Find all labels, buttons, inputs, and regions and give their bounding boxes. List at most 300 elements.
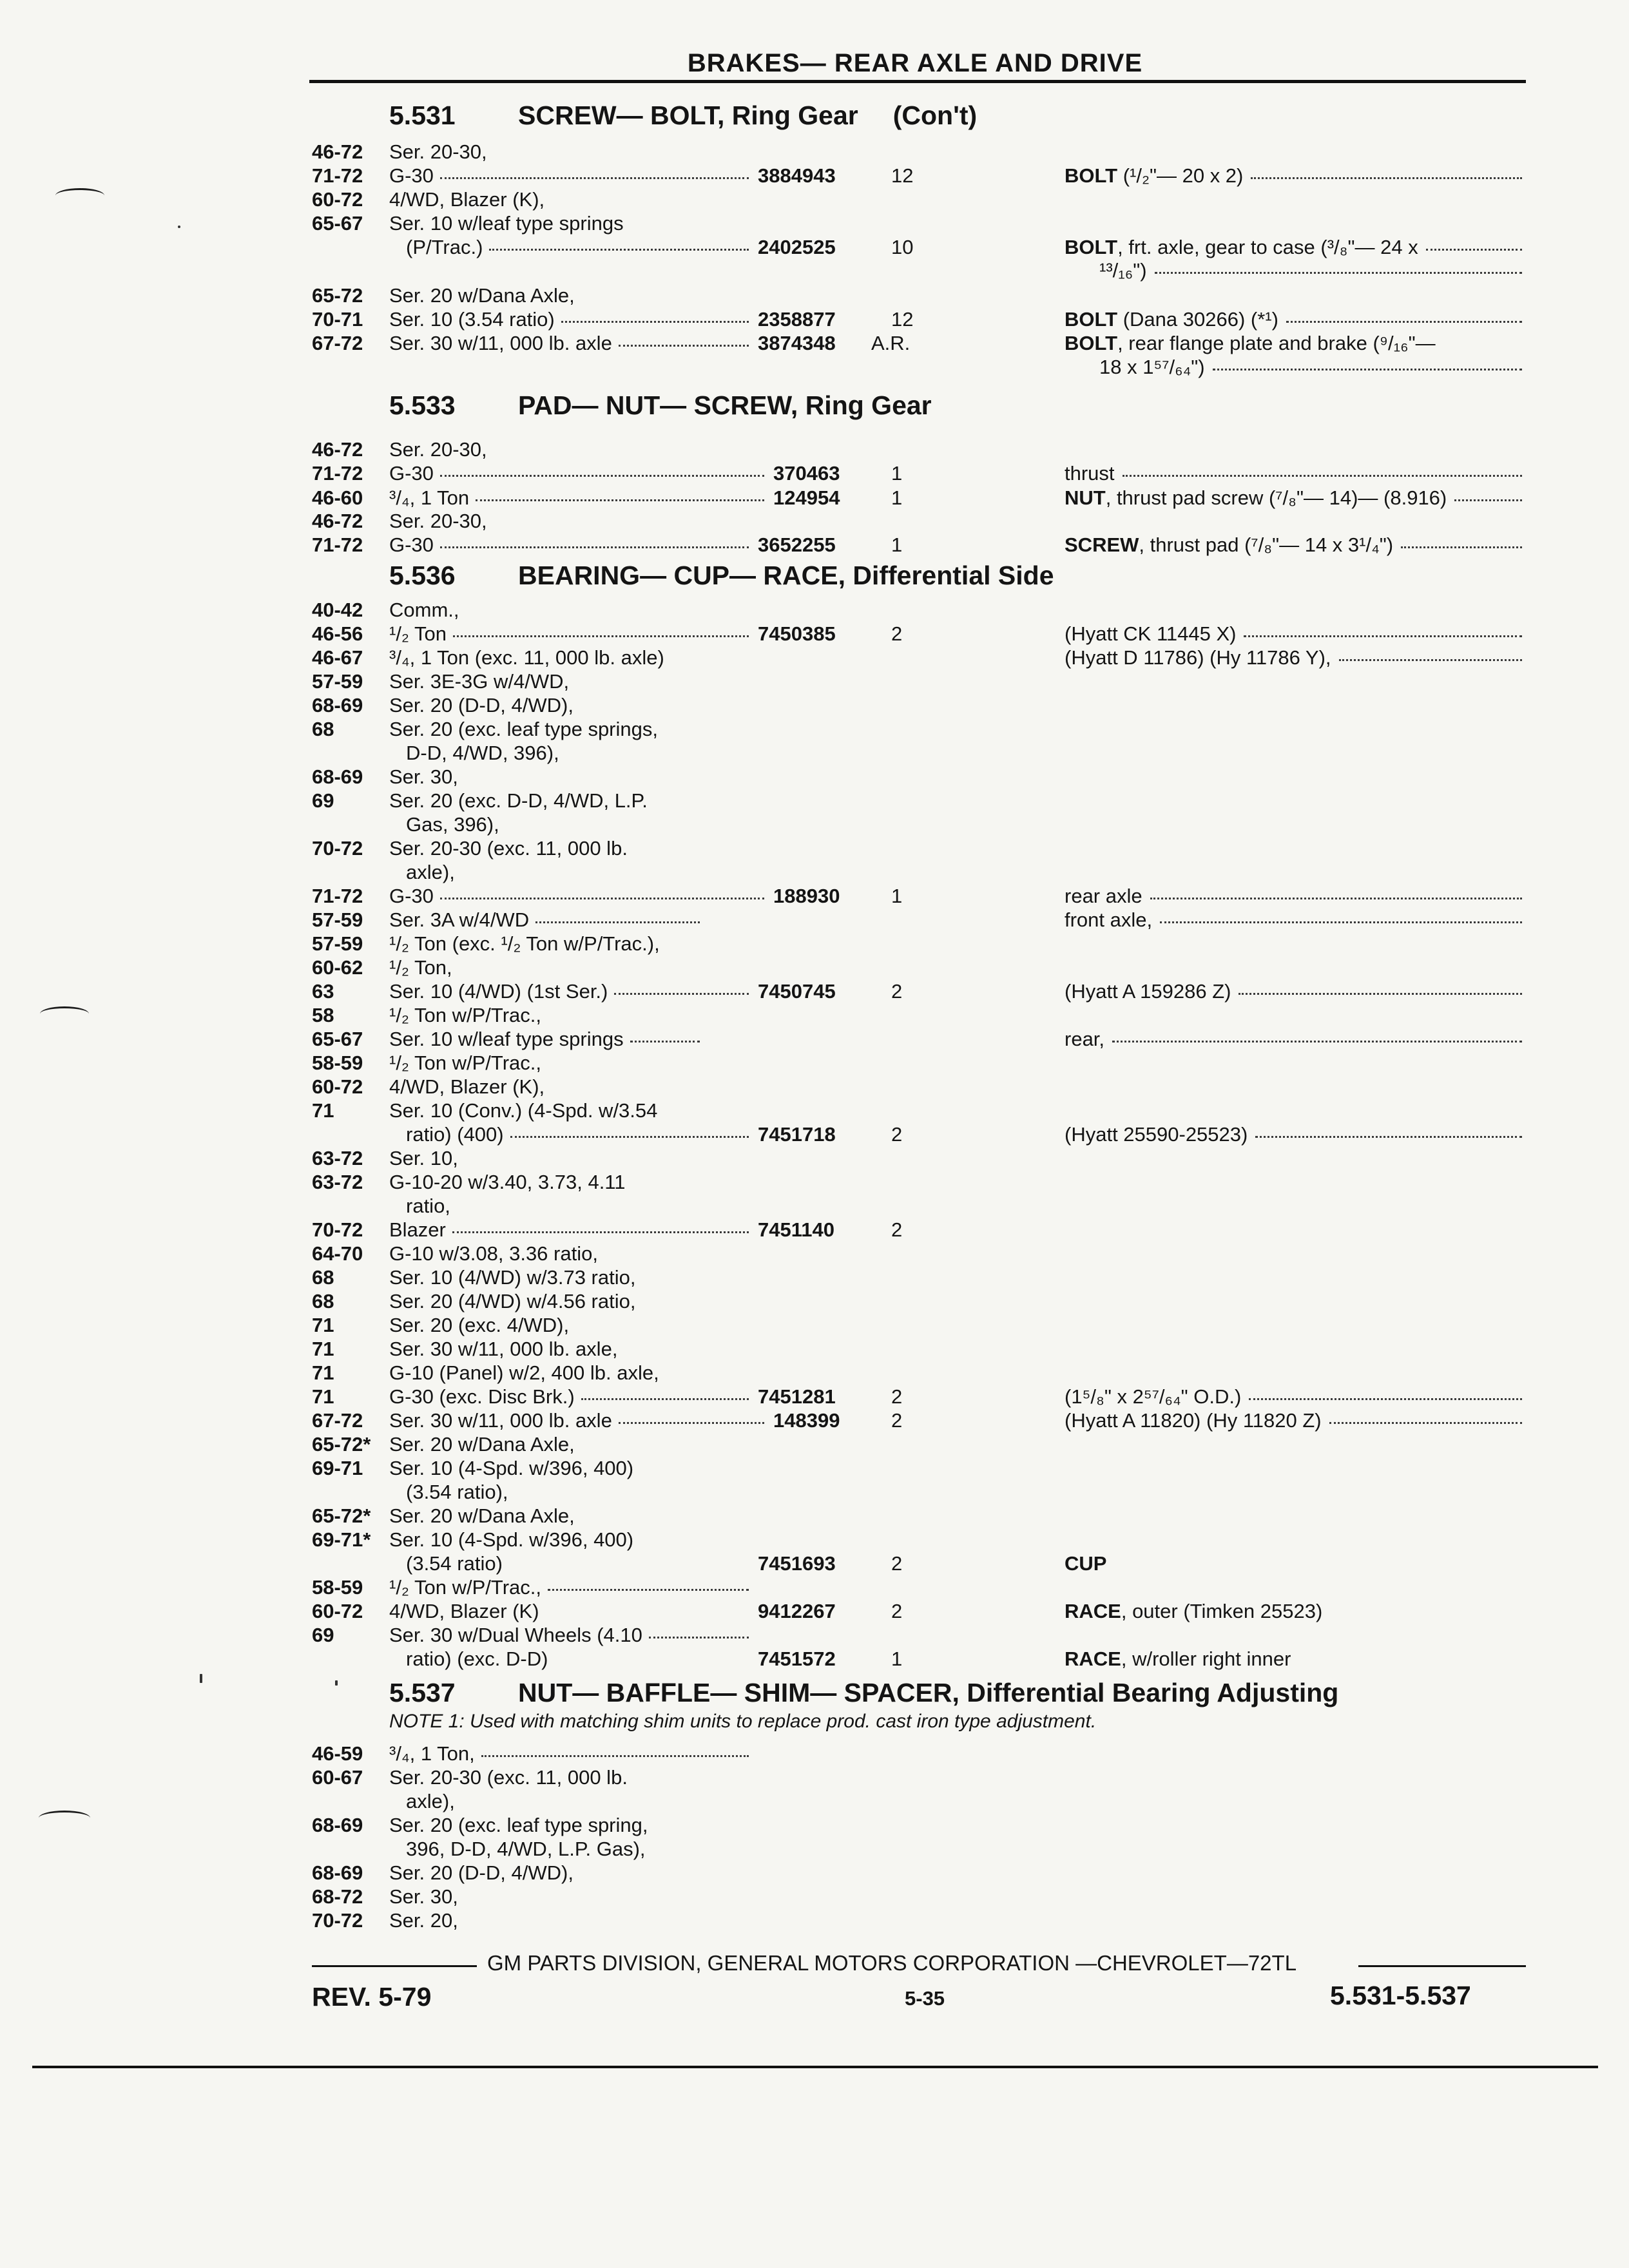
table-row [0,1314,1629,1337]
application-desc: Ser. 30, [389,765,458,788]
table-row [0,908,1629,932]
section-number: 5.536 [389,561,456,590]
year-range: 58-59 [312,1576,363,1599]
year-range: 63-72 [312,1171,363,1193]
application-desc: Ser. 10 (4-Spd. w/396, 400) [389,1457,634,1479]
year-range: 68 [312,1266,334,1289]
application-desc: Ser. 10 (4-Spd. w/396, 400) [389,1528,634,1551]
item-description [1065,1028,1104,1051]
year-range: 58 [312,1004,334,1026]
binder-mark-3 [39,1811,90,1825]
table-row [0,646,1629,669]
application-desc: axle), [406,861,455,883]
dot-leader [1255,1136,1522,1138]
revision: REV. 5-79 [312,1982,432,2012]
table-row [0,1861,1629,1885]
dot-leader [1249,1398,1522,1400]
table-row [0,837,1629,860]
section-name: SCREW— BOLT, Ring Gear [518,101,858,130]
item-detail: front axle, [1065,908,1153,931]
table-row [0,956,1629,979]
table-row [0,1147,1629,1170]
application-desc: ¹/₂ Ton w/P/Trac., [389,1052,541,1074]
section-number: 5.531 [389,101,456,130]
application-desc: ¹/₂ Ton [389,622,447,645]
table-row [0,1624,1629,1647]
application-desc: 4/WD, Blazer (K), [389,1075,545,1098]
year-range: 60-72 [312,1600,363,1622]
item-detail: , rear flange plate and brake (⁹/₁₆"— [1117,332,1436,354]
year-range: 71 [312,1338,334,1360]
application-desc: (P/Trac.) [406,236,483,258]
application-desc: Ser. 3A w/4/WD [389,908,530,931]
item-description [1065,1123,1248,1146]
table-row [0,438,1629,461]
year-range: 46-72 [312,140,363,163]
quantity: 1 [891,486,903,509]
year-range: 46-59 [312,1742,363,1765]
section-number: 5.533 [389,390,456,420]
footer-division: GM PARTS DIVISION, GENERAL MOTORS CORPORATION —CHEVROLET—72TL [487,1951,1297,1975]
item-description [1065,164,1243,187]
application-desc: Ser. 20 (4/WD) w/4.56 ratio, [389,1290,636,1312]
application-desc: Ser. 10 (3.54 ratio) [389,308,555,331]
dot-leader [619,345,749,347]
item-type: BOLT [1065,236,1118,258]
item-detail: (¹/₂"— 20 x 2) [1117,164,1244,187]
item-description [1065,533,1393,557]
table-row [0,332,1629,355]
year-range: 68-69 [312,1861,363,1884]
dot-leader [649,1637,749,1639]
application-desc: (3.54 ratio), [406,1481,508,1503]
table-row [0,462,1629,485]
item-detail: thrust [1065,462,1115,485]
table-row [0,980,1629,1003]
application-desc: Ser. 10 (Conv.) (4-Spd. w/3.54 [389,1099,658,1122]
quantity: 2 [891,980,903,1003]
application-desc: Ser. 30 w/11, 000 lb. axle [389,332,612,354]
application-desc: Ser. 20 w/Dana Axle, [389,1504,575,1527]
part-number: 188930 [773,885,840,907]
year-range: 68 [312,1290,334,1312]
table-row [0,164,1629,187]
item-type: CUP [1065,1552,1107,1575]
item-description [1065,908,1152,932]
table-row [0,932,1629,956]
application-desc: Ser. 20-30 (exc. 11, 000 lb. [389,1766,628,1789]
part-number: 7451140 [758,1218,834,1241]
year-range: 71-72 [312,164,363,187]
dot-leader [1155,272,1522,274]
dot-leader [561,321,749,323]
item-detail: (Dana 30266) (*¹) [1117,308,1278,331]
application-desc: Ser. 20 (exc. D-D, 4/WD, L.P. [389,789,648,812]
table-row [0,1075,1629,1099]
table-row [0,284,1629,307]
year-range: 65-67 [312,1028,363,1050]
item-type: RACE [1065,1648,1121,1670]
table-row [0,1361,1629,1385]
application-desc: Comm., [389,599,459,621]
table-row [0,742,1629,765]
part-number: 124954 [773,486,840,509]
application-desc: Ser. 20 (exc. leaf type springs, [389,718,658,740]
section-title-5536 [389,561,1054,591]
item-description [1065,1648,1291,1671]
year-range: 69-71* [312,1528,371,1551]
table-row [0,1576,1629,1599]
year-range: 67-72 [312,1409,363,1432]
item-description [1065,486,1447,510]
part-number: 7450745 [758,980,836,1003]
item-detail: rear axle [1065,885,1142,907]
dot-leader [440,898,764,899]
year-range: 57-59 [312,908,363,931]
dot-leader [1339,659,1522,661]
item-type: BOLT [1065,332,1118,354]
item-detail: , thrust pad screw (⁷/₈"— 14)— (8.916) [1105,486,1447,509]
table-row [0,1028,1629,1051]
year-range: 71-72 [312,462,363,485]
application-desc: 4/WD, Blazer (K) [389,1600,539,1622]
dot-leader [630,1041,700,1043]
year-range: 70-72 [312,837,363,860]
application-desc: G-10 w/3.08, 3.36 ratio, [389,1242,598,1265]
application-desc: ¹/₂ Ton (exc. ¹/₂ Ton w/P/Trac.), [389,932,660,955]
application-desc: Ser. 20 (D-D, 4/WD), [389,1861,574,1884]
year-range: 70-72 [312,1218,363,1241]
application-desc: ratio, [406,1195,450,1217]
quantity: 2 [891,1123,903,1146]
table-row [0,510,1629,533]
application-desc: Ser. 20 (D-D, 4/WD), [389,694,574,716]
item-detail: rear, [1065,1028,1105,1050]
table-row [0,1909,1629,1932]
table-row [0,1838,1629,1861]
application-desc: G-10-20 w/3.40, 3.73, 4.11 [389,1171,626,1193]
year-range: 46-67 [312,646,363,669]
dot-leader [440,546,749,548]
table-row [0,356,1629,379]
table-row [0,1528,1629,1552]
dot-leader [535,921,700,923]
year-range: 65-72* [312,1433,371,1456]
item-detail: (Hyatt A 159286 Z) [1065,980,1231,1003]
application-desc: ³/₄, 1 Ton, [389,1742,475,1765]
year-range: 71-72 [312,533,363,556]
year-range: 60-72 [312,1075,363,1098]
application-desc: Ser. 20-30, [389,438,487,461]
quantity: 2 [891,1600,903,1622]
binder-mark-2 [40,1006,89,1021]
year-range: 68-69 [312,1814,363,1836]
quantity: 1 [891,462,903,485]
table-row [0,140,1629,164]
table-row [0,1814,1629,1837]
table-row [0,1099,1629,1122]
table-row [0,1885,1629,1908]
application-desc: Ser. 20-30 (exc. 11, 000 lb. [389,837,628,860]
table-row [0,789,1629,812]
table-row [0,1004,1629,1027]
year-range: 71 [312,1361,334,1384]
dot-leader [1286,321,1522,323]
item-detail: (1⁵/₈" x 2⁵⁷/₆₄" O.D.) [1065,1385,1242,1408]
application-desc: ³/₄, 1 Ton (exc. 11, 000 lb. axle) [389,646,664,669]
year-range: 64-70 [312,1242,363,1265]
item-type: BOLT [1065,308,1118,331]
footer-rule-right [1358,1965,1526,1967]
table-row [0,308,1629,331]
section-name: PAD— NUT— SCREW, Ring Gear [518,390,932,420]
table-row [0,1195,1629,1218]
year-range: 68 [312,718,334,740]
dot-leader [1426,249,1522,251]
part-number: 2402525 [758,236,836,258]
page-header: BRAKES— REAR AXLE AND DRIVE [687,49,1143,77]
application-desc: Ser. 30 w/11, 000 lb. axle [389,1409,612,1432]
table-row [0,1338,1629,1361]
application-desc: ¹/₂ Ton w/P/Trac., [389,1004,541,1026]
dot-leader [481,1755,749,1757]
application-desc: Ser. 10, [389,1147,458,1169]
part-number: 2358877 [758,308,836,331]
note-1: NOTE 1: Used with matching shim units to replace prod. cast iron type adjustment. [389,1711,1097,1732]
year-range: 69-71 [312,1457,363,1479]
year-range: 46-72 [312,438,363,461]
dot-leader [510,1136,749,1138]
table-row [0,1218,1629,1242]
part-number: 7451718 [758,1123,836,1146]
application-desc: Ser. 10 w/leaf type springs [389,212,624,235]
quantity: 2 [891,1552,903,1575]
year-range: 63 [312,980,334,1003]
quantity: A.R. [871,332,911,354]
dot-leader [440,177,749,179]
table-row [0,1457,1629,1480]
item-description [1065,980,1231,1003]
application-desc: Ser. 3E-3G w/4/WD, [389,670,570,693]
year-range: 46-60 [312,486,363,509]
quantity: 2 [891,1409,903,1432]
table-row [0,1266,1629,1289]
item-detail: (Hyatt A 11820) (Hy 11820 Z) [1065,1409,1322,1432]
part-number: 3884943 [758,164,836,187]
quantity: 12 [891,308,914,331]
dot-leader [1401,546,1522,548]
year-range: 40-42 [312,599,363,621]
year-range: 71-72 [312,885,363,907]
dot-leader [614,993,749,995]
table-row [0,765,1629,789]
bottom-rule [32,2066,1598,2068]
dot-leader [1251,177,1522,179]
application-desc: ratio) (exc. D-D) [406,1648,548,1670]
application-desc: ¹/₂ Ton w/P/Trac., [389,1576,541,1599]
item-description [1065,622,1236,646]
page-number: 5-35 [905,1987,945,2010]
table-row [0,1052,1629,1075]
table-row [0,1385,1629,1408]
application-desc: G-10 (Panel) w/2, 400 lb. axle, [389,1361,659,1384]
year-range: 60-72 [312,188,363,211]
quantity: 1 [891,1648,903,1670]
part-number: 7451281 [758,1385,836,1408]
item-type: BOLT [1065,164,1118,187]
year-range: 57-59 [312,932,363,955]
section-title-5537 [389,1678,1338,1708]
quantity: 10 [891,236,914,258]
application-desc: Gas, 396), [406,813,499,836]
year-range: 65-72* [312,1504,371,1527]
item-detail: , outer (Timken 25523) [1121,1600,1323,1622]
application-desc: Ser. 30, [389,1885,458,1908]
table-row [0,599,1629,622]
year-range: 70-71 [312,308,363,331]
dot-leader [1244,635,1522,637]
table-row [0,486,1629,510]
application-desc: 396, D-D, 4/WD, L.P. Gas), [406,1838,646,1860]
application-desc: Ser. 20, [389,1909,458,1932]
application-desc: ratio) (400) [406,1123,504,1146]
application-desc: G-30 [389,462,434,485]
dot-leader [452,1231,749,1233]
year-range: 68-69 [312,765,363,788]
year-range: 63-72 [312,1147,363,1169]
section-cont: (Con't) [892,101,978,130]
dot-leader [453,635,749,637]
application-desc: Ser. 20 (exc. leaf type spring, [389,1814,648,1836]
quantity: 2 [891,1385,903,1408]
application-desc: Ser. 10 w/leaf type springs [389,1028,624,1050]
application-desc: Ser. 20 w/Dana Axle, [389,1433,575,1456]
year-range: 68-72 [312,1885,363,1908]
item-description [1065,885,1142,908]
year-range: 60-62 [312,956,363,979]
year-range: 60-67 [312,1766,363,1789]
year-range: 65-72 [312,284,363,307]
dot-leader [489,249,749,251]
dot-leader [1150,898,1522,899]
table-row [0,885,1629,908]
table-row [0,861,1629,884]
year-range: 57-59 [312,670,363,693]
header-rule [309,80,1526,83]
year-range: 70-72 [312,1909,363,1932]
application-desc: Ser. 20 (exc. 4/WD), [389,1314,570,1336]
table-row [0,533,1629,557]
table-row [0,1766,1629,1789]
section-name: NUT— BAFFLE— SHIM— SPACER, Differential Bearing Adjusting [518,1678,1339,1707]
table-row [0,1242,1629,1265]
application-desc: Ser. 10 (4/WD) w/3.73 ratio, [389,1266,636,1289]
item-type: NUT [1065,486,1106,509]
item-detail: , thrust pad (⁷/₈"— 14 x 3¹/₄") [1139,533,1394,556]
table-row [0,622,1629,646]
section-name: BEARING— CUP— RACE, Differential Side [518,561,1054,590]
section-title-5533 [389,390,932,421]
speck [335,1680,338,1686]
dot-leader [581,1398,749,1400]
table-row [0,1790,1629,1813]
year-range: 69 [312,789,334,812]
application-desc: Blazer [389,1218,446,1241]
quantity: 1 [891,533,903,556]
dot-leader [1329,1422,1522,1424]
application-desc: D-D, 4/WD, 396), [406,742,559,764]
section-range: 5.531-5.537 [1330,1981,1471,2010]
item-description [1065,1409,1322,1432]
part-number: 148399 [773,1409,840,1432]
binder-mark-1 [55,188,104,203]
year-range: 71 [312,1314,334,1336]
item-detail: (Hyatt CK 11445 X) [1065,622,1237,645]
application-desc: G-30 [389,885,434,907]
part-number: 3652255 [758,533,836,556]
dot-leader [1160,921,1522,923]
item-description [1065,308,1278,331]
dot-leader [548,1589,749,1591]
application-desc: Ser. 30 w/11, 000 lb. axle, [389,1338,618,1360]
speck [178,226,180,228]
application-desc: axle), [406,1790,455,1812]
table-row [0,670,1629,693]
item-description [1065,332,1436,355]
section-title-5531 [389,101,977,131]
application-desc: Ser. 10 (4/WD) (1st Ser.) [389,980,608,1003]
application-desc: G-30 (exc. Disc Brk.) [389,1385,575,1408]
dot-leader [619,1422,764,1424]
dot-leader [440,475,764,477]
table-row [0,1171,1629,1194]
table-row [0,1600,1629,1623]
table-row [0,1648,1629,1671]
table-row [0,212,1629,235]
year-range: 71 [312,1099,334,1122]
item-type: SCREW [1065,533,1139,556]
item-detail: ¹³/₁₆") [1099,259,1147,282]
application-desc: G-30 [389,533,434,556]
table-row [0,813,1629,836]
part-number: 7451572 [758,1648,836,1670]
application-desc: G-30 [389,164,434,187]
part-number: 7450385 [758,622,836,645]
year-range: 67-72 [312,332,363,354]
item-detail: , frt. axle, gear to case (³/₈"— 24 x [1117,236,1418,258]
item-detail: (Hyatt D 11786) (Hy 11786 Y), [1065,646,1331,669]
item-description [1065,646,1331,669]
year-range: 65-67 [312,212,363,235]
application-desc: 4/WD, Blazer (K), [389,188,545,211]
item-description [1099,356,1205,379]
dot-leader [1213,369,1522,370]
table-row [0,718,1629,741]
dot-leader [1123,475,1522,477]
year-range: 69 [312,1624,334,1646]
year-range: 68-69 [312,694,363,716]
speck [200,1674,202,1683]
application-desc: ¹/₂ Ton, [389,956,452,979]
table-row [0,1290,1629,1313]
item-detail: 18 x 1⁵⁷/₆₄") [1099,356,1205,378]
part-number: 9412267 [758,1600,836,1622]
table-row [0,1742,1629,1765]
table-row [0,1123,1629,1146]
application-desc: ³/₄, 1 Ton [389,486,470,509]
footer-rule-left [312,1965,477,1967]
table-row [0,1481,1629,1504]
